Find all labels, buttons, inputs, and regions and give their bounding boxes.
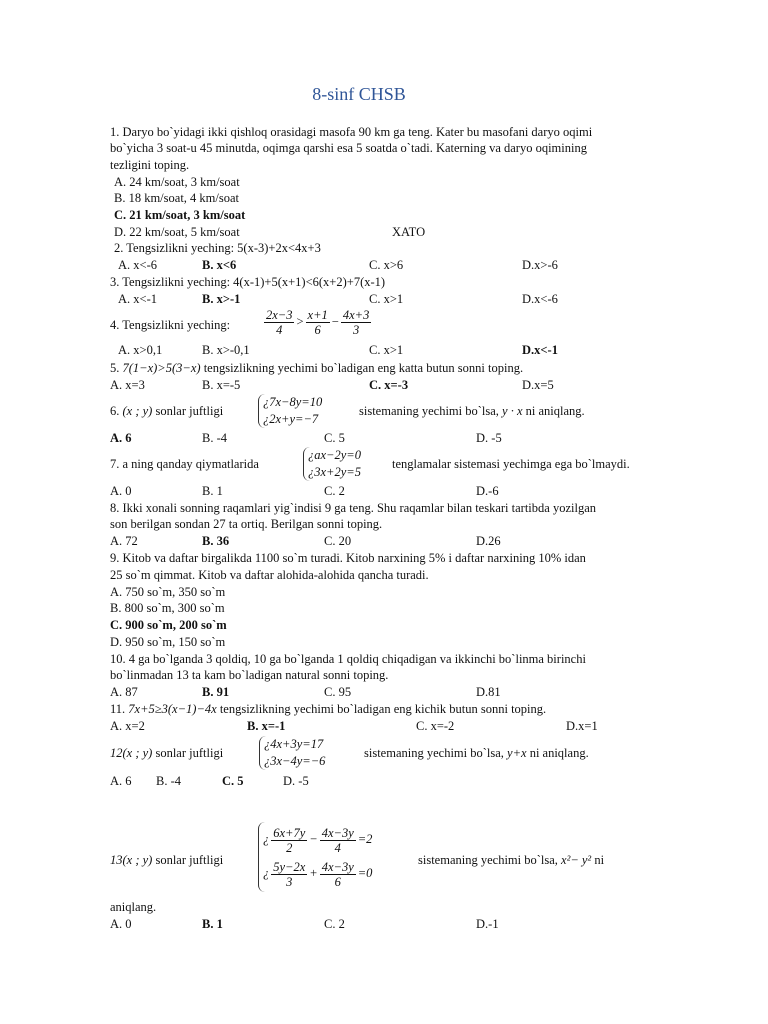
q13-equation-1: ¿ $\frac{6x+7y}{2}$ − $\frac{4x-3y}{4}$ =2 [263,825,373,855]
q6-option-b: B. -4 [202,431,227,445]
q5-text: 5. 7(1−x)>5(3−x) tengsizlikning yechimi bo`ladigan eng katta butun sonni toping. [110,361,524,375]
q8-text-line2: son berilgan sondan 27 ta ortiq. Berilgan sonni toping. [110,517,383,531]
q13-option-d: D.-1 [476,917,499,931]
q5-option-b: B. x=-5 [202,378,241,392]
q7-option-a: A. 0 [110,484,132,498]
q12-option-c: C. 5 [222,774,244,788]
q7-option-c: C. 2 [324,484,345,498]
q1-option-c: C. 21 km/soat, 3 km/soat [114,208,246,222]
q13-equation-2: ¿ $\frac{5y-2x}{3}$ + $\frac{4x-3y}{6}$ =0 [263,859,373,889]
q6-option-a: A. 6 [110,431,132,445]
q6-equation-system: ¿7x−8y=10 ¿2x+y=−7 [258,394,322,428]
q9-option-a: A. 750 so`m, 350 so`m [110,585,226,599]
q12-option-a: A. 6 [110,774,132,788]
page-title: 8-sinf CHSB [312,84,406,104]
q6-text-end: sistemaning yechimi bo`lsa, y · x ni aniqlang. [359,404,585,418]
q2-option-d: D.x>-6 [522,258,558,272]
q3-text: 3. Tengsizlikni yeching: 4(x-1)+5(x+1)<6(x+2)+7(x-1) [110,275,386,289]
q13-equation-system [258,822,372,892]
q1-option-d: D. 22 km/soat, 5 km/soat [114,225,240,239]
q6-option-c: C. 5 [324,431,345,445]
q9-option-d: D. 950 so`m, 150 so`m [110,635,226,649]
q12-text-start: 12(x ; y) sonlar juftligi [110,746,224,760]
q8-option-c: C. 20 [324,534,352,548]
q1-note: XATO [392,225,426,239]
q13-option-a: A. 0 [110,917,132,931]
q3-option-c: C. x>1 [369,292,404,306]
q5-option-d: D.x=5 [522,378,554,392]
q13-option-b: B. 1 [202,917,223,931]
q7-equation-system: ¿ax−2y=0 ¿3x+2y=5 [303,447,361,481]
q4-option-c: C. x>1 [369,343,404,357]
q11-option-a: A. x=2 [110,719,145,733]
q9-option-c: C. 900 so`m, 200 so`m [110,618,227,632]
q13-option-c: C. 2 [324,917,345,931]
q7-option-b: B. 1 [202,484,223,498]
q10-option-b: B. 91 [202,685,230,699]
q8-option-d: D.26 [476,534,501,548]
q4-fraction-3: $\frac{4x+3}{3}$ [342,308,370,337]
q10-option-d: D.81 [476,685,501,699]
q4-option-b: B. x>-0,1 [202,343,250,357]
q13-text-end: sistemaning yechimi bo`lsa, x²− y² ni [418,853,605,867]
q9-text-line1: 9. Kitob va daftar birgalikda 1100 so`m turadi. Kitob narxining 5% i daftar narxining 10% idan [110,551,586,565]
q5-option-a: A. x=3 [110,378,145,392]
q1-text-line3: tezligini toping. [110,158,190,172]
q11-expression: 7x+5≥3(x−1)−4x [128,702,217,716]
q4-fraction-1: $\frac{2x-3}{4}$ [266,308,293,337]
q4-inequality: $\frac{2x-3}{4}$ > $\frac{x+1}{6}$ − $\frac{4x+3}{3}$ [266,308,370,337]
q8-text-line1: 8. Ikki xonali sonning raqamlari yig`indisi 9 ga teng. Shu raqamlar bilan teskari tartibda yozilgan [110,501,596,515]
q10-text-line2: bo`linmadan 13 ta kam bo`ladigan natural sonni toping. [110,668,389,682]
q11-option-c: C. x=-2 [416,719,455,733]
q1-text-line2: bo`yicha 3 soat-u 45 minutda, oqimga qarshi esa 5 soatda o`tadi. Katerning va daryo oqimining [110,141,587,155]
q1-option-a: A. 24 km/soat, 3 km/soat [114,175,240,189]
q12-option-d: D. -5 [283,774,309,788]
q12-equation-system: ¿4x+3y=17 ¿3x−4y=−6 [259,736,325,770]
q10-option-c: C. 95 [324,685,352,699]
q11-option-b: B. x=-1 [247,719,286,733]
q13-text-start: 13(x ; y) sonlar juftligi [110,853,224,867]
q2-text: 2. Tengsizlikni yeching: 5(x-3)+2x<4x+3 [114,241,321,255]
q10-text-line1: 10. 4 ga bo`lganda 3 qoldiq, 10 ga bo`lganda 1 qoldiq chiqadigan va ikkinchi bo`linma birinchi [110,652,586,666]
q7-text-end: tenglamalar sistemasi yechimga ega bo`lmaydi. [392,457,630,471]
q4-text: 4. Tengsizlikni yeching: [110,318,231,332]
q5-option-c: C. x=-3 [369,378,409,392]
q1-option-b: B. 18 km/soat, 4 km/soat [114,191,239,205]
q10-option-a: A. 87 [110,685,138,699]
q7-option-d: D.-6 [476,484,499,498]
q11-text: 11. 7x+5≥3(x−1)−4x tengsizlikning yechimi bo`ladigan eng kichik butun sonni toping. [110,702,547,716]
q6-option-d: D. -5 [476,431,502,445]
q9-text-line2: 25 so`m qimmat. Kitob va daftar alohida-alohida qancha turadi. [110,568,429,582]
q1-text-line1: 1. Daryo bo`yidagi ikki qishloq orasidagi masofa 90 km ga teng. Kater bu masofani daryo oqimi [110,125,593,139]
q2-option-c: C. x>6 [369,258,404,272]
q4-option-a: A. x>0,1 [118,343,163,357]
q7-text-start: 7. a ning qanday qiymatlarida [110,457,259,471]
q4-fraction-2: $\frac{x+1}{6}$ [307,308,328,337]
q9-option-b: B. 800 so`m, 300 so`m [110,601,225,615]
q5-expression: 7(1−x)>5(3−x) [122,361,201,375]
q3-option-b: B. x>-1 [202,292,241,306]
q12-option-b: B. -4 [156,774,181,788]
q6-text-start: 6. (x ; y) sonlar juftligi [110,404,224,418]
q8-option-b: B. 36 [202,534,230,548]
q4-option-d: D.x<-1 [522,343,558,357]
q12-text-end: sistemaning yechimi bo`lsa, y+x ni aniqlang. [364,746,589,760]
q11-option-d: D.x=1 [566,719,598,733]
q2-option-b: B. x<6 [202,258,237,272]
q2-option-a: A. x<-6 [118,258,157,272]
q13-text-line2: aniqlang. [110,900,157,914]
q8-option-a: A. 72 [110,534,138,548]
q3-option-d: D.x<-6 [522,292,558,306]
q3-option-a: A. x<-1 [118,292,157,306]
